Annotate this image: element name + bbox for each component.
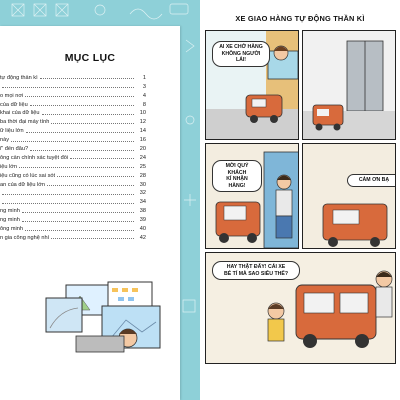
toc-entry-label: ông minh <box>0 226 24 233</box>
toc-entry-page: 32 <box>139 190 146 197</box>
toc-entry-label: của dữ liệu <box>0 101 28 108</box>
toc-entry-page: 39 <box>139 217 146 224</box>
comic-page <box>200 0 400 400</box>
speech-bubble-panel-1 <box>212 41 270 67</box>
toc-entry-page: 28 <box>139 172 146 179</box>
toc-entry-page: 40 <box>139 226 146 233</box>
toc-entry-label: ng minh <box>0 208 20 215</box>
toc-entry-page: 42 <box>139 234 146 241</box>
toc-entry-label: này <box>0 137 10 144</box>
toc-entry-page: 38 <box>139 208 146 215</box>
comic-panel-5 <box>205 252 396 364</box>
toc-entry-label: khai của dữ liệu <box>0 110 40 117</box>
comic-panel-1 <box>205 30 299 140</box>
speech-line: MỜI QUÝ KHÁCH <box>225 163 249 176</box>
toc-entry-page: 20 <box>139 146 146 153</box>
speech-bubble-panel-3 <box>212 160 262 192</box>
speech-line: KÍ NHẬN HÀNG! <box>226 176 248 189</box>
toc-entry-page: 14 <box>139 128 146 135</box>
toc-entry-page: 10 <box>139 110 146 117</box>
toc-entry-label: ba thời đại máy tính <box>0 119 50 126</box>
toc-entry-page: 1 <box>142 74 146 81</box>
toc-entry-page: 30 <box>139 181 146 188</box>
toc-entry-page: 8 <box>142 101 146 108</box>
comic-title: XE GIAO HÀNG TỰ ĐỘNG THẦN KÌ <box>235 14 365 23</box>
toc-entry-label: ữ liệu lớn <box>0 128 24 135</box>
toc-title: MỤC LỤC <box>64 52 116 64</box>
toc-entry-page: 3 <box>142 83 146 90</box>
toc-entry-label: ông cần chính xác tuyệt đối <box>0 154 69 161</box>
monitor-illustration <box>46 282 160 352</box>
toc-entry-page: 4 <box>142 92 146 99</box>
toc-entry-label: an của dữ liệu lớn <box>0 181 46 188</box>
toc-entry-label: ỉ" đến đâu? <box>0 146 29 153</box>
toc-entry-label: iệu lớn <box>0 163 18 170</box>
panel-2-art <box>303 31 396 140</box>
comic-panel-3 <box>205 143 299 249</box>
toc-entry-label: iệu cũng có lúc sai sót <box>0 172 56 179</box>
toc-entry-page: 12 <box>139 119 146 126</box>
speech-line: BÉ TÍ MÀ SAO SIÊU THẾ? <box>224 270 288 277</box>
toc-entry-page: 25 <box>139 163 146 170</box>
speech-bubble-panel-4 <box>347 174 396 187</box>
toc-entry-label: ng minh <box>0 217 20 224</box>
panel-4-art <box>303 144 396 249</box>
speech-line: KHÔNG NGƯỜI LÁI! <box>221 50 261 63</box>
speech-bubble-panel-5 <box>212 261 300 280</box>
speech-line: HAY THẬT ĐẤY! CÁI XE <box>226 264 286 270</box>
toc-entry-page: 34 <box>139 199 146 206</box>
comic-panel-4 <box>302 143 396 249</box>
toc-entry-label: o mọi nơi <box>0 92 24 99</box>
comic-panel-2 <box>302 30 396 140</box>
speech-line: AI XE CHỞ HÀNG <box>219 44 263 50</box>
toc-entry-label: n gia công nghệ nhí <box>0 234 50 241</box>
toc-entry-label: tự động thần kì <box>0 74 38 81</box>
speech-line: CẢM ƠN BẠ <box>358 177 390 183</box>
toc-entry-page: 16 <box>139 137 146 144</box>
toc-entry-page: 24 <box>139 154 146 161</box>
